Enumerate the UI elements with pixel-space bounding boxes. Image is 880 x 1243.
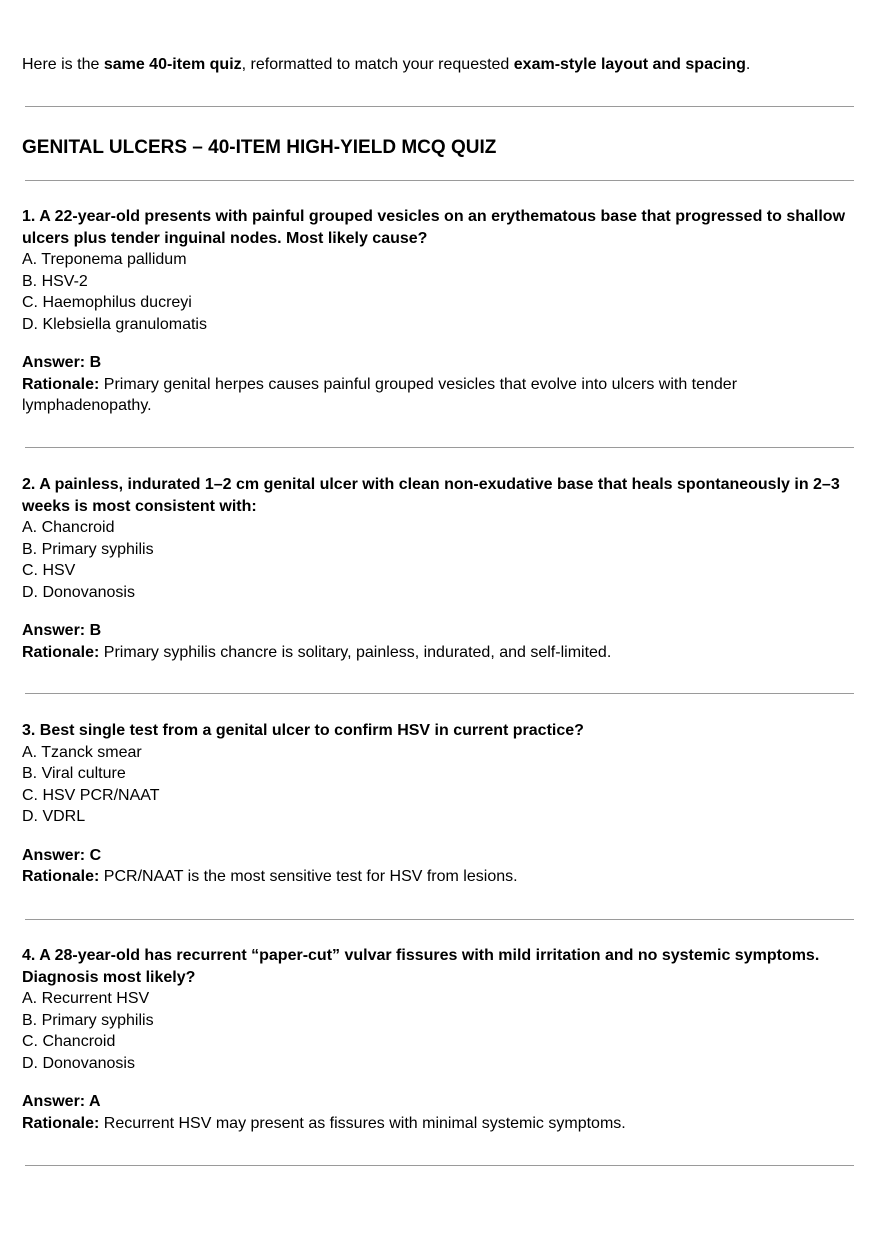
question-stem: 3. Best single test from a genital ulcer to confirm HSV in current practice? — [22, 722, 584, 739]
answer-value: B — [89, 622, 102, 639]
intro-emphasis-layout: exam-style layout and spacing — [513, 56, 746, 73]
option-d: D. VDRL — [22, 808, 86, 825]
option-a: A. Tzanck smear — [22, 743, 142, 761]
question-stem: 2. A painless, indurated 1–2 cm genital ulcer with clean non-exudative base that heals spontaneously in 2–3 weeks is most consistent with: — [22, 476, 840, 515]
question-1 — [22, 206, 862, 417]
option-a: A. Chancroid — [22, 519, 115, 536]
option-b: B. Primary syphilis — [22, 540, 154, 558]
answer-label: Answer: — [22, 1093, 86, 1110]
divider — [25, 180, 854, 181]
answer-line — [22, 620, 862, 642]
question-stem: 4. A 28-year-old has recurrent “paper-cut” vulvar fissures with mild irritation and no systemic symptoms. Diagnosis most likely? — [22, 947, 820, 986]
answer-value: C — [89, 846, 102, 864]
option-d: D. Donovanosis — [22, 1054, 135, 1072]
intro-middle: , reformatted to match your requested — [241, 56, 514, 73]
question-3 — [22, 720, 862, 888]
answer-label: Answer: — [22, 622, 86, 639]
option-d: D. Donovanosis — [22, 583, 135, 601]
rationale-text: Primary syphilis chancre is solitary, painless, indurated, and self-limited. — [103, 643, 612, 661]
option-c: C. Haemophilus ducreyi — [22, 294, 192, 311]
divider — [25, 693, 854, 694]
intro-emphasis-quiz: same 40-item quiz — [103, 56, 242, 73]
intro-prefix: Here is the — [22, 56, 104, 73]
rationale — [22, 866, 802, 888]
option-b: B. Viral culture — [22, 765, 126, 782]
rationale — [22, 642, 802, 664]
option-c: C. HSV PCR/NAAT — [22, 786, 160, 804]
option-b: B. Primary syphilis — [22, 1011, 154, 1029]
divider — [25, 919, 854, 920]
answer-label: Answer: — [22, 846, 86, 864]
question-2 — [22, 474, 862, 663]
option-c: C. Chancroid — [22, 1033, 116, 1050]
rationale-text: Recurrent HSV may present as fissures with minimal systemic symptoms. — [103, 1114, 626, 1132]
answer-value: A — [88, 1093, 101, 1110]
rationale — [22, 1113, 802, 1135]
rationale-text: Primary genital herpes causes painful grouped vesicles that evolve into ulcers with tender lymphadenopathy. — [22, 375, 738, 414]
divider — [25, 447, 854, 448]
rationale-text: PCR/NAAT is the most sensitive test for HSV from lesions. — [103, 868, 518, 885]
question-stem: 1. A 22-year-old presents with painful grouped vesicles on an erythematous base that progressed to shallow ulcers plus tender inguinal nodes. Most likely cause? — [22, 208, 846, 247]
option-a: A. Treponema pallidum — [22, 251, 187, 268]
intro-text — [22, 55, 858, 75]
page-title: GENITAL ULCERS – 40-ITEM HIGH-YIELD MCQ QUIZ — [22, 137, 497, 158]
answer-line — [22, 1091, 862, 1113]
rationale-label: Rationale: — [22, 643, 100, 661]
question-4 — [22, 945, 862, 1134]
divider — [25, 106, 854, 107]
rationale-label: Rationale: — [22, 1114, 100, 1132]
rationale-label: Rationale: — [22, 868, 100, 885]
rationale-label: Rationale: — [22, 375, 100, 393]
answer-options — [22, 988, 862, 1074]
rationale — [22, 374, 802, 417]
answer-line — [22, 352, 862, 374]
option-c: C. HSV — [22, 562, 76, 579]
divider — [25, 1165, 854, 1166]
answer-line — [22, 845, 862, 867]
answer-value: B — [89, 354, 102, 371]
answer-options — [22, 249, 862, 335]
option-d: D. Klebsiella granulomatis — [22, 315, 207, 333]
option-b: B. HSV-2 — [22, 272, 88, 290]
option-a: A. Recurrent HSV — [22, 990, 150, 1007]
answer-options — [22, 742, 862, 828]
intro-suffix: . — [745, 56, 751, 73]
answer-label: Answer: — [22, 354, 86, 371]
answer-options — [22, 517, 862, 603]
